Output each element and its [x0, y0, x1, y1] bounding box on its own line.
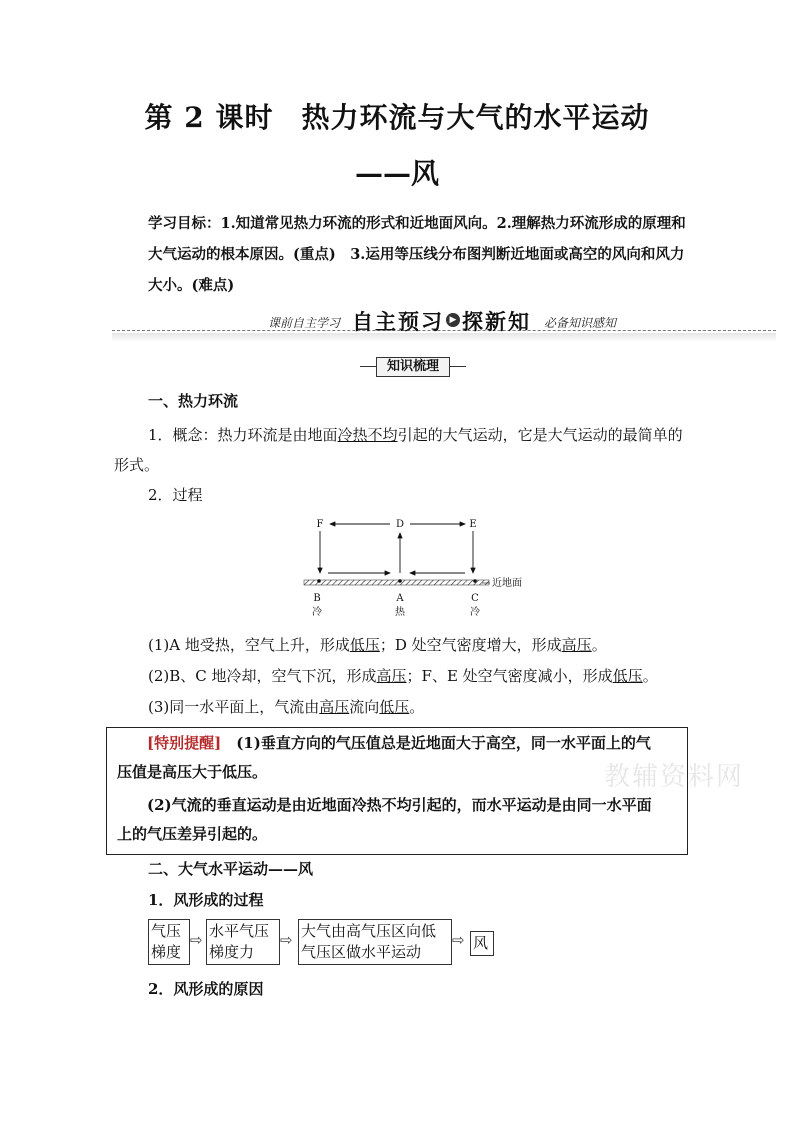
label-f: F	[316, 519, 324, 530]
knowledge-tag	[360, 357, 466, 377]
page-subtitle: ——风	[354, 157, 439, 190]
process-2-underline-1: 高压	[376, 667, 407, 685]
flow-box-3-line-2: 气压区做水平运动	[301, 943, 422, 961]
process-3-underline-1: 高压	[319, 698, 350, 716]
callout-line-2: 压值是高压大于低压。	[117, 763, 268, 781]
banner-divider	[112, 330, 776, 331]
callout-tag: [特别提醒]	[147, 734, 222, 752]
circulation-arrows	[320, 524, 473, 573]
label-d: D	[395, 519, 405, 530]
flow-arrow-icon: ⇨	[280, 931, 293, 949]
wind-cause-heading: 2．风形成的原因	[148, 980, 264, 998]
flow-box-1-line-2: 梯度	[151, 943, 182, 961]
process-2-text-a: (2)B、C 地冷却，空气下沉，形成	[148, 667, 377, 685]
concept-paragraph	[114, 420, 686, 480]
process-3-underline-2: 低压	[379, 698, 410, 716]
banner-right-caption: 必备知识感知	[544, 316, 617, 330]
section1-heading: 一、热力环流	[148, 392, 239, 410]
tag-label: 知识梳理	[376, 357, 450, 377]
process-1-text-c: 。	[591, 636, 607, 654]
point-a-dot	[398, 579, 402, 583]
tag-right-rule	[450, 366, 466, 367]
process-3-text-b: 流向	[349, 698, 380, 716]
concept-underlined: 冷热不均	[337, 426, 398, 444]
flow-box-2-line-1: 水平气压	[209, 922, 270, 940]
point-c-dot	[473, 579, 477, 583]
flow-arrow-icon: ⇨	[190, 931, 203, 949]
flow-arrow-icon: ⇨	[452, 931, 465, 949]
label-c: C	[471, 593, 479, 604]
wind-flowchart	[148, 919, 548, 965]
process-1-text-a: (1)A 地受热，空气上升，形成	[148, 636, 350, 654]
process-2	[148, 665, 658, 686]
callout-line-4: 上的气压差异引起的。	[117, 825, 268, 843]
label-b: B	[313, 593, 321, 604]
process-3	[148, 696, 424, 717]
ground-label: 近地面	[492, 578, 522, 589]
label-a: A	[396, 593, 404, 604]
watermark: 教辅资料网	[604, 762, 745, 792]
temp-b: 冷	[312, 607, 322, 618]
flow-box-1-line-1: 气压	[151, 922, 182, 940]
flow-box-force	[206, 919, 280, 965]
concept-text-1: 1．概念：热力环流是由地面	[148, 426, 338, 444]
callout-line-1-text: (1)垂直方向的气压值总是近地面大于高空，同一水平面上的气	[221, 734, 651, 752]
banner-title-right: 探新知	[462, 310, 531, 334]
process-2-text-c: 。	[642, 667, 658, 685]
banner-left-caption: 课前自主学习	[268, 316, 341, 330]
special-reminder-box	[106, 727, 688, 855]
process-2-underline-2: 低压	[612, 667, 643, 685]
concept-text-2: 引起的大气运动，它是大气运动的最简单的形式。	[114, 426, 683, 474]
tag-left-rule	[360, 366, 376, 367]
process-2-text-b: ；F、E 处空气密度减小，形成	[406, 667, 613, 685]
process-1	[148, 634, 607, 655]
temp-a: 热	[395, 607, 405, 618]
point-b-dot	[317, 579, 321, 583]
banner-shade	[112, 333, 776, 342]
page-title	[0, 96, 794, 136]
process-3-text-c: 。	[409, 698, 425, 716]
callout-line-1	[147, 728, 683, 758]
ground-surface	[304, 580, 489, 585]
thermal-circulation-diagram	[300, 515, 560, 620]
learning-objectives: 学习目标：1.知道常见热力环流的形式和近地面风向。2.理解热力环流形成的原理和大气运动的根本原因。(重点) 3.运用等压线分布图判断近地面或高空的风向和风力大小。(难点)	[148, 215, 686, 294]
process-3-text-a: (3)同一水平面上，气流由	[148, 698, 320, 716]
flow-box-wind: 风	[470, 931, 494, 956]
banner-title-left: 自主预习	[352, 310, 444, 334]
flow-box-gradient	[148, 919, 190, 965]
section2-heading: 二、大气水平运动——风	[148, 860, 314, 878]
lesson-number: 第 2 课时	[144, 101, 274, 134]
process-heading: 2．过程	[148, 486, 203, 504]
callout-line-3: (2)气流的垂直运动是由近地面冷热不均引起的，而水平运动是由同一水平面	[147, 796, 652, 814]
banner-arrow-icon: ▶	[446, 313, 460, 327]
flow-box-motion	[298, 919, 452, 965]
lesson-topic: 热力环流与大气的水平运动	[301, 101, 650, 134]
process-1-text-b: ；D 处空气密度增大，形成	[379, 636, 562, 654]
flow-box-2-line-2: 梯度力	[209, 943, 255, 961]
process-1-underline-1: 低压	[349, 636, 380, 654]
temp-c: 冷	[470, 607, 480, 618]
process-1-underline-2: 高压	[561, 636, 592, 654]
label-e: E	[469, 519, 477, 530]
section-banner	[112, 306, 776, 342]
flow-box-3-line-1: 大气由高气压区向低	[301, 922, 437, 940]
wind-process-heading: 1．风形成的过程	[148, 891, 264, 909]
